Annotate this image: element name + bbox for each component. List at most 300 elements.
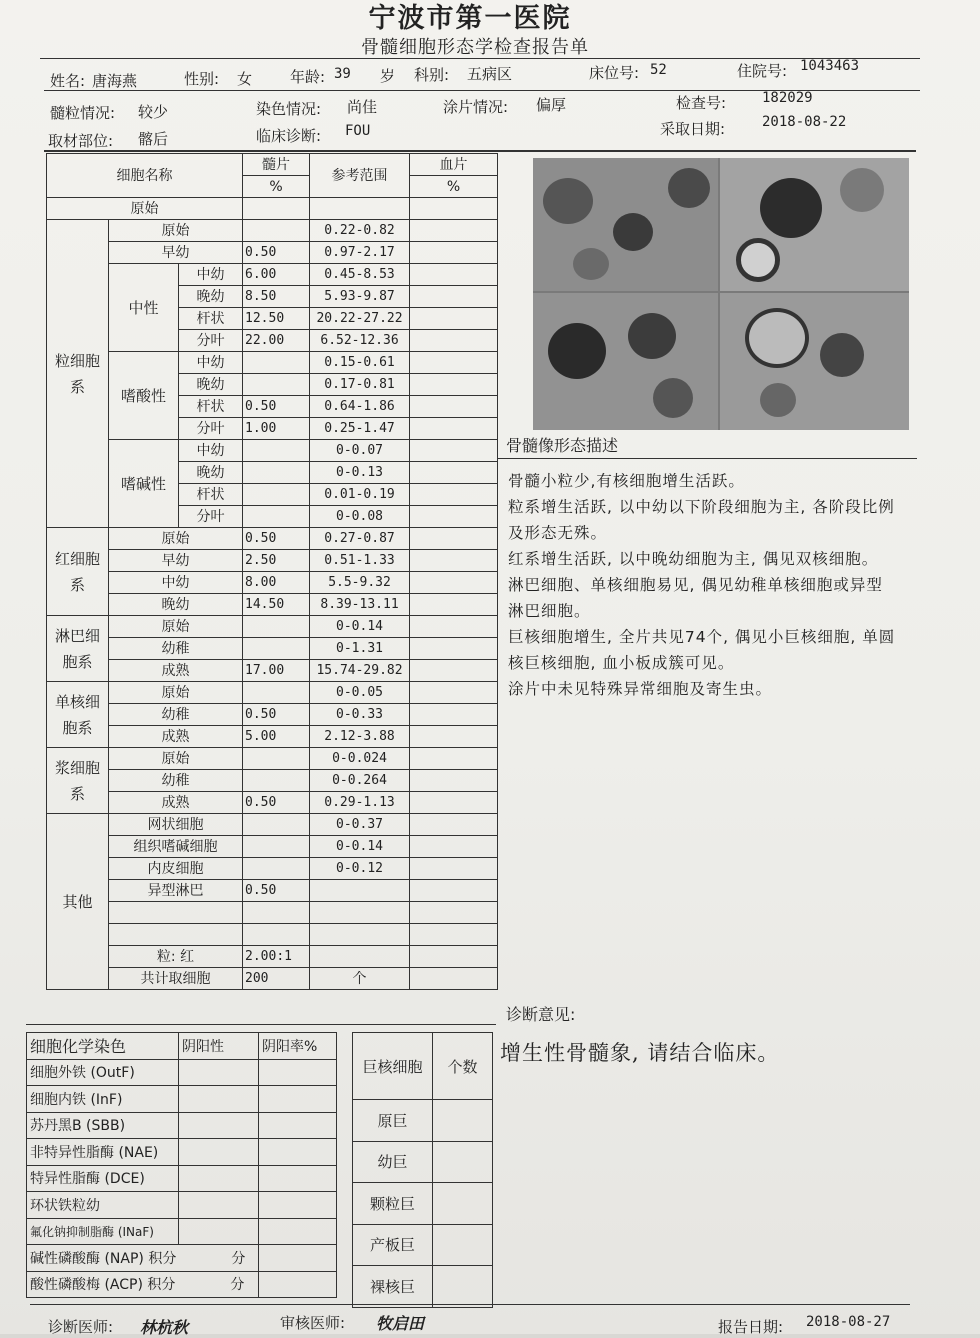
stain-name (27, 1271, 259, 1298)
blood-value (410, 396, 498, 418)
stain-name-text: 酸性磷酸梅 (ACP) 积分 (30, 1277, 176, 1294)
blood-value (410, 814, 498, 836)
empty-cell (243, 924, 310, 946)
clinical-value: FOU (345, 123, 371, 139)
marrow-value: 0.50 (243, 242, 310, 264)
blood-value (410, 484, 498, 506)
micrograph-panel (720, 158, 909, 291)
row-name: 中幼 (179, 440, 243, 462)
marrow-value (243, 836, 310, 858)
age-label: 年龄: (290, 68, 326, 86)
col-ref: 参考范围 (310, 154, 410, 198)
ref-range: 0.45-8.53 (310, 264, 410, 286)
empty-cell (243, 902, 310, 924)
mega-count (433, 1183, 493, 1225)
cell (668, 168, 710, 208)
row-name: 中幼 (179, 352, 243, 374)
morphology-paragraph: 红系增生活跃, 以中晚幼细胞为主, 偶见双核细胞。 (508, 550, 879, 568)
table-row (353, 1266, 493, 1308)
col-mega: 巨核细胞 (353, 1033, 433, 1100)
row-name: 幼稚 (109, 638, 243, 660)
subgroup-eosinophil: 嗜酸性 (109, 352, 179, 440)
mega-name: 裸核巨 (353, 1266, 433, 1308)
particles-value: 较少 (138, 103, 169, 121)
dept-label: 科别: (414, 66, 450, 84)
col-blood: 血片 (410, 154, 498, 176)
table-row (27, 1059, 337, 1086)
row-name: 原始 (109, 748, 243, 770)
table-row (47, 770, 498, 792)
table-row (353, 1141, 493, 1183)
row-name: 晚幼 (179, 286, 243, 308)
col-cell-name: 细胞名称 (47, 154, 243, 198)
table-row (47, 814, 498, 836)
table-row (27, 1086, 337, 1113)
table-row (47, 792, 498, 814)
ref-range: 0-0.264 (310, 770, 410, 792)
stain-name: 特异性脂酶 (DCE) (27, 1165, 179, 1192)
marrow-value: 0.50 (243, 396, 310, 418)
marrow-value: 1.00 (243, 418, 310, 440)
blood-value (410, 506, 498, 528)
total-unit: 个 (310, 968, 410, 990)
table-row (47, 198, 498, 220)
blood-value (410, 550, 498, 572)
marrow-value: 6.00 (243, 264, 310, 286)
group-granulocyte: 粒细胞系 (47, 220, 109, 528)
ratio-label: 粒: 红 (109, 946, 243, 968)
row-name: 幼稚 (109, 770, 243, 792)
marrow-value (243, 374, 310, 396)
exam-no-label: 检查号: (676, 94, 727, 112)
col-rate: 阴阳率% (259, 1033, 337, 1060)
stain-rate (259, 1059, 337, 1086)
blood-value (410, 792, 498, 814)
marrow-value (243, 638, 310, 660)
table-row (47, 572, 498, 594)
clinical-label: 临床诊断: (256, 127, 322, 145)
ref-range: 0.51-1.33 (310, 550, 410, 572)
age-unit: 岁 (380, 67, 396, 85)
marrow-value (243, 748, 310, 770)
table-row (47, 220, 498, 242)
empty-cell (410, 924, 498, 946)
empty-cell (410, 902, 498, 924)
stain-name: 环状铁粒幼 (27, 1192, 179, 1219)
table-row (47, 660, 498, 682)
ref-range: 0.25-1.47 (310, 418, 410, 440)
group-monocyte: 单核细胞系 (47, 682, 109, 748)
table-row (47, 858, 498, 880)
row-name: 组织嗜碱细胞 (109, 836, 243, 858)
stain-name: 细胞内铁 (InF) (27, 1086, 179, 1113)
stain-result (179, 1086, 259, 1113)
smear-label: 涂片情况: (443, 98, 509, 116)
cell (760, 178, 822, 238)
subgroup-basophil: 嗜碱性 (109, 440, 179, 528)
patient-age: 39 (334, 66, 351, 82)
ref-range: 0-0.33 (310, 704, 410, 726)
stain-rate (259, 1139, 337, 1166)
exam-no: 182029 (762, 90, 813, 106)
blood-value (410, 682, 498, 704)
table-row (353, 1224, 493, 1266)
morphology-paragraph: 涂片中未见特殊异常细胞及寄生虫。 (508, 680, 773, 698)
ref-range: 0-0.14 (310, 616, 410, 638)
table-row (47, 242, 498, 264)
stain-rate (259, 1218, 337, 1245)
micrograph-panel (720, 293, 909, 430)
blood-value (410, 638, 498, 660)
row-name: 中幼 (179, 264, 243, 286)
row-name: 异型淋巴 (109, 880, 243, 902)
group-plasma: 浆细胞系 (47, 748, 109, 814)
morphology-paragraph: 淋巴细胞、单核细胞易见, 偶见幼稚单核细胞或异型淋巴细胞。 (508, 576, 883, 620)
ref-range: 0-0.14 (310, 836, 410, 858)
ref-range: 0.97-2.17 (310, 242, 410, 264)
stain-name (27, 1245, 259, 1272)
ref-range: 0-0.07 (310, 440, 410, 462)
row-name: 中幼 (109, 572, 243, 594)
table-row (27, 1112, 337, 1139)
blood-value (410, 726, 498, 748)
row-name: 幼稚 (109, 704, 243, 726)
mega-count (433, 1141, 493, 1183)
ref-range: 2.12-3.88 (310, 726, 410, 748)
reviewer-signature: 牧启田 (376, 1314, 425, 1333)
empty-cell (109, 924, 243, 946)
group-erythroid: 红细胞系 (47, 528, 109, 616)
marrow-value: 2.50 (243, 550, 310, 572)
admission-no: 1043463 (800, 58, 860, 74)
row-name: 网状细胞 (109, 814, 243, 836)
table-row (27, 1165, 337, 1192)
cell (745, 308, 809, 368)
marrow-value (243, 814, 310, 836)
stain-rate (259, 1086, 337, 1113)
morphology-description (508, 468, 898, 702)
ref-range: 0.01-0.19 (310, 484, 410, 506)
marrow-value (243, 220, 310, 242)
table-row (47, 902, 498, 924)
total-label: 共计取细胞 (109, 968, 243, 990)
ref-range: 0.22-0.82 (310, 220, 410, 242)
ref-range: 0-0.05 (310, 682, 410, 704)
table-row (27, 1192, 337, 1219)
staining-label: 染色情况: (256, 100, 322, 118)
row-name: 成熟 (109, 660, 243, 682)
subgroup-neutrophil: 中性 (109, 264, 179, 352)
row-name: 成熟 (109, 726, 243, 748)
marrow-value: 0.50 (243, 792, 310, 814)
col-count: 个数 (433, 1033, 493, 1100)
ref-range: 0-0.024 (310, 748, 410, 770)
table-row (47, 726, 498, 748)
stain-result (179, 1112, 259, 1139)
doctor-label: 诊断医师: (48, 1318, 114, 1336)
table-row (47, 836, 498, 858)
marrow-value (243, 616, 310, 638)
ref-range: 5.93-9.87 (310, 286, 410, 308)
blood-value (410, 594, 498, 616)
group-lymphocyte: 淋巴细胞系 (47, 616, 109, 682)
table-row (47, 682, 498, 704)
morphology-paragraph: 巨核细胞增生, 全片共见74个, 偶见小巨核细胞, 单圆核巨核细胞, 血小板成簇可见。 (508, 628, 896, 672)
stain-rate (259, 1245, 337, 1272)
blood-value (410, 704, 498, 726)
total-value: 200 (243, 968, 310, 990)
table-row (353, 1183, 493, 1225)
ref-range: 6.52-12.36 (310, 330, 410, 352)
row-name: 内皮细胞 (109, 858, 243, 880)
ref-range: 0.27-0.87 (310, 528, 410, 550)
footer-rule (30, 1304, 910, 1305)
blood-value (410, 308, 498, 330)
stain-rate (259, 1112, 337, 1139)
marrow-value (243, 506, 310, 528)
cell (628, 313, 676, 359)
marrow-value (243, 770, 310, 792)
table-row (47, 440, 498, 462)
mega-count (433, 1224, 493, 1266)
marrow-value (243, 352, 310, 374)
stain-rate (259, 1192, 337, 1219)
blood-value (410, 880, 498, 902)
cell (840, 168, 884, 212)
blood-value (410, 462, 498, 484)
blood-value (410, 616, 498, 638)
col-result: 阴阳性 (179, 1033, 259, 1060)
row-name: 早幼 (109, 242, 243, 264)
report-title: 骨髓细胞形态学检查报告单 (361, 37, 589, 58)
col-marrow: 髓片 (243, 154, 310, 176)
marrow-value: 22.00 (243, 330, 310, 352)
name-label: 姓名: (50, 72, 86, 90)
admission-label: 住院号: (737, 62, 788, 80)
report-date-label: 报告日期: (718, 1318, 784, 1336)
empty-cell (310, 924, 410, 946)
score-unit: 分 (230, 1277, 245, 1294)
morphology-paragraph: 骨髓小粒少,有核细胞增生活跃。 (508, 472, 745, 490)
table-header-row (27, 1033, 337, 1060)
stain-result (179, 1059, 259, 1086)
table-row (27, 1271, 337, 1298)
blood-value (410, 264, 498, 286)
cell (760, 383, 796, 417)
blood-value (410, 374, 498, 396)
bed-label: 床位号: (589, 64, 640, 82)
blood-value (410, 748, 498, 770)
empty-cell (410, 968, 498, 990)
blood-value (410, 440, 498, 462)
cell (543, 178, 593, 224)
row-name: 分叶 (179, 506, 243, 528)
stain-name: 苏丹黑B (SBB) (27, 1112, 179, 1139)
blood-value (410, 528, 498, 550)
marrow-value (243, 484, 310, 506)
marrow-value: 14.50 (243, 594, 310, 616)
ref-range: 0-0.13 (310, 462, 410, 484)
cell (653, 378, 693, 418)
ref-range: 0.64-1.86 (310, 396, 410, 418)
site-label: 取材部位: (48, 132, 114, 150)
ref-range: 5.5-9.32 (310, 572, 410, 594)
ref-range: 0.29-1.13 (310, 792, 410, 814)
report-date: 2018-08-27 (806, 1314, 891, 1330)
ref-range: 20.22-27.22 (310, 308, 410, 330)
row-name: 原始 (109, 682, 243, 704)
table-row (47, 550, 498, 572)
ref-range: 8.39-13.11 (310, 594, 410, 616)
empty-cell (310, 902, 410, 924)
patient-sex: 女 (237, 70, 253, 88)
site-value: 髂后 (138, 130, 169, 148)
table-row (47, 924, 498, 946)
header-rule (40, 58, 920, 59)
row-name: 晚幼 (109, 594, 243, 616)
mega-name: 产板巨 (353, 1224, 433, 1266)
row-name: 原始 (109, 220, 243, 242)
row-name: 杆状 (179, 308, 243, 330)
marrow-value: 0.50 (243, 528, 310, 550)
table-row (27, 1218, 337, 1245)
blood-value (410, 220, 498, 242)
patient-dept: 五病区 (467, 65, 513, 83)
table-row (47, 946, 498, 968)
marrow-value (243, 198, 310, 220)
table-header-row (353, 1033, 493, 1100)
cell (736, 238, 780, 282)
marrow-value (243, 462, 310, 484)
marrow-value (243, 440, 310, 462)
diagnosis-text: 增生性骨髓象, 请结合临床。 (500, 1041, 780, 1065)
row-name: 原始 (109, 528, 243, 550)
particles-label: 髓粒情况: (50, 104, 116, 122)
blood-value (410, 418, 498, 440)
stain-result (179, 1192, 259, 1219)
table-row (27, 1139, 337, 1166)
section-rule (26, 1024, 496, 1025)
mega-count (433, 1100, 493, 1142)
row-name: 杆状 (179, 396, 243, 418)
ref-range: 0-0.12 (310, 858, 410, 880)
stain-rate (259, 1165, 337, 1192)
row-name: 晚幼 (179, 462, 243, 484)
blood-value (410, 352, 498, 374)
ref-range: 0-0.37 (310, 814, 410, 836)
morphology-heading: 骨髓像形态描述 (506, 436, 619, 455)
blood-value (410, 198, 498, 220)
cell (613, 213, 653, 251)
blood-value (410, 660, 498, 682)
row-name: 成熟 (109, 792, 243, 814)
blood-value (410, 770, 498, 792)
row-name: 分叶 (179, 330, 243, 352)
ref-range: 15.74-29.82 (310, 660, 410, 682)
table-row (47, 264, 498, 286)
marrow-value: 8.50 (243, 286, 310, 308)
table-row (47, 748, 498, 770)
diagnosis-heading: 诊断意见: (506, 1005, 576, 1024)
patient-bed: 52 (650, 62, 667, 78)
table-row (47, 880, 498, 902)
sex-label: 性别: (184, 70, 220, 88)
cell (548, 323, 606, 379)
ref-range (310, 880, 410, 902)
ref-range (310, 198, 410, 220)
blood-value (410, 572, 498, 594)
row-name: 原始 (47, 198, 243, 220)
reviewer-label: 审核医师: (280, 1314, 346, 1332)
patient-name: 唐海燕 (92, 72, 138, 90)
stain-name: 细胞外铁 (OutF) (27, 1059, 179, 1086)
ratio-value: 2.00:1 (243, 946, 310, 968)
row-name: 原始 (109, 616, 243, 638)
mega-name: 幼巨 (353, 1141, 433, 1183)
empty-cell (109, 902, 243, 924)
blood-value (410, 858, 498, 880)
cell (820, 333, 864, 377)
micrograph-panel (533, 158, 718, 291)
mega-count (433, 1266, 493, 1308)
marrow-micrograph (533, 158, 909, 430)
blood-value (410, 242, 498, 264)
date-label: 采取日期: (660, 120, 726, 138)
stain-name: 氟化钠抑制脂酶 (INaF) (27, 1218, 179, 1245)
table-row (47, 638, 498, 660)
blood-value (410, 286, 498, 308)
table-row (47, 704, 498, 726)
ref-range: 0.17-0.81 (310, 374, 410, 396)
header-rule-3 (44, 150, 916, 152)
table-row (47, 968, 498, 990)
mega-name: 原巨 (353, 1100, 433, 1142)
stain-name-text: 碱性磷酸酶 (NAP) 积分 (30, 1250, 177, 1267)
doctor-signature: 林杭秋 (140, 1318, 189, 1337)
row-name: 杆状 (179, 484, 243, 506)
megakaryocyte-table (352, 1032, 493, 1308)
table-row (353, 1100, 493, 1142)
stain-name: 非特异性脂酶 (NAE) (27, 1139, 179, 1166)
table-row (47, 594, 498, 616)
mega-name: 颗粒巨 (353, 1183, 433, 1225)
smear-value: 偏厚 (536, 96, 567, 114)
col-blood-pct: % (410, 176, 498, 198)
blood-value (410, 836, 498, 858)
marrow-value: 12.50 (243, 308, 310, 330)
cell-count-table (46, 153, 498, 990)
morphology-paragraph: 粒系增生活跃, 以中幼以下阶段细胞为主, 各阶段比例及形态无殊。 (508, 498, 895, 542)
cytochemistry-table (26, 1032, 337, 1298)
collection-date: 2018-08-22 (762, 114, 847, 130)
group-other: 其他 (47, 814, 109, 990)
marrow-value: 0.50 (243, 880, 310, 902)
row-name: 晚幼 (179, 374, 243, 396)
marrow-value (243, 858, 310, 880)
ref-range: 0-0.08 (310, 506, 410, 528)
micrograph-panel (533, 293, 718, 430)
row-name: 分叶 (179, 418, 243, 440)
col-stain: 细胞化学染色 (27, 1033, 179, 1060)
marrow-value (243, 682, 310, 704)
empty-cell (410, 946, 498, 968)
blood-value (410, 330, 498, 352)
table-row (47, 352, 498, 374)
score-unit: 分 (231, 1250, 246, 1267)
stain-result (179, 1139, 259, 1166)
morphology-rule (497, 458, 917, 459)
marrow-value: 5.00 (243, 726, 310, 748)
